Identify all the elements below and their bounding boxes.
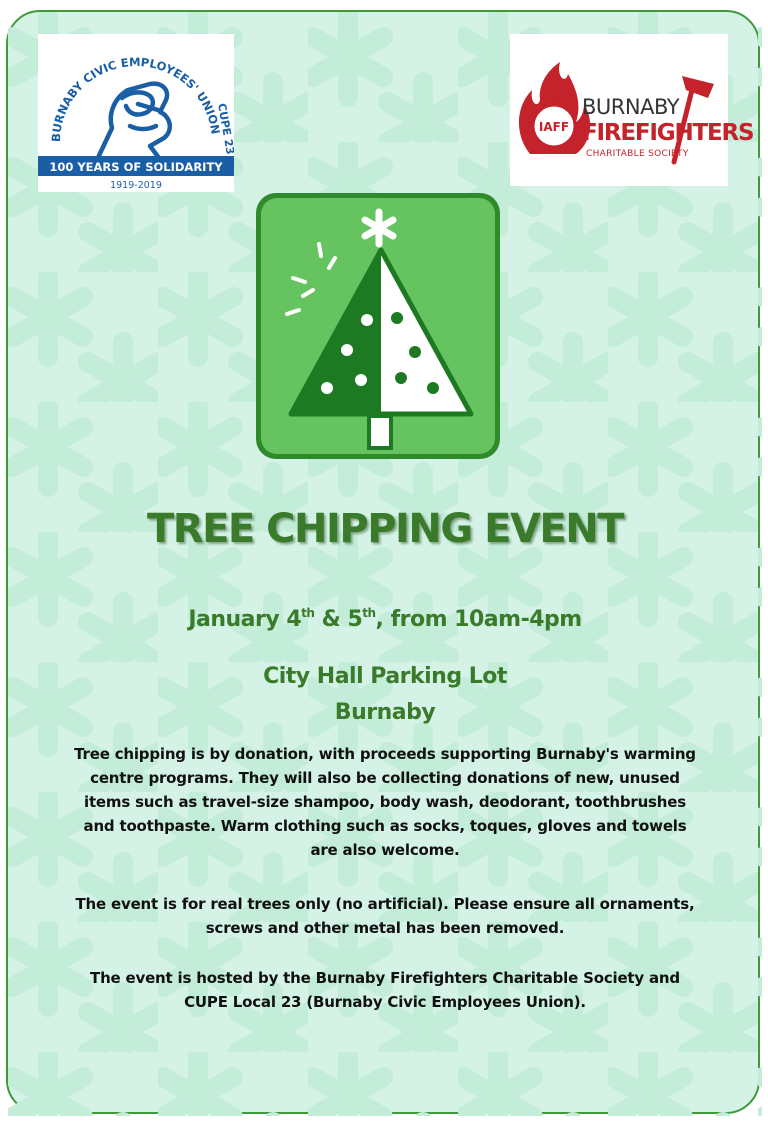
hosts-paragraph: The event is hosted by the Burnaby Firefighters Charitable Society and CUPE Local 23 (Burnaby Civic Employees Union). — [90, 969, 680, 1011]
firefighters-line1: BURNABY — [582, 95, 680, 119]
iaff-badge: IAFF — [538, 120, 570, 134]
event-poster — [6, 10, 760, 1114]
real-trees-paragraph: The event is for real trees only (no artificial). Please ensure all ornaments, screws and other metal has been removed. — [75, 895, 695, 937]
clasped-hands-icon — [96, 84, 170, 162]
christmas-tree-icon — [255, 192, 501, 460]
cupe-arc-text: BURNABY CIVIC EMPLOYEES' UNION — [48, 54, 223, 143]
event-city: Burnaby — [334, 700, 436, 725]
event-title: TREE CHIPPING EVENT — [147, 506, 623, 552]
event-date: January 4th & 5th, from 10am-4pm — [188, 606, 582, 632]
cupe-years: 1919-2019 — [110, 180, 162, 191]
cupe-banner: 100 YEARS OF SOLIDARITY — [49, 160, 223, 174]
firefighters-line3: CHARITABLE SOCIETY — [586, 149, 689, 159]
donation-paragraph: Tree chipping is by donation, with proceeds supporting Burnaby's warming centre programs. They will also be collecting donations of new, unused items such as travel-size shampoo, body wash, deodorant, toothbrushes and toothpaste. Warm clothing such as socks, toques, gloves and towels are also welcome. — [74, 745, 696, 859]
cupe-23-logo — [38, 34, 234, 192]
event-location: City Hall Parking Lot — [263, 664, 507, 689]
cupe-side-text: CUPE 23 — [215, 102, 234, 156]
burnaby-firefighters-logo — [510, 34, 754, 186]
firefighters-line2: FIREFIGHTERS — [582, 120, 754, 146]
